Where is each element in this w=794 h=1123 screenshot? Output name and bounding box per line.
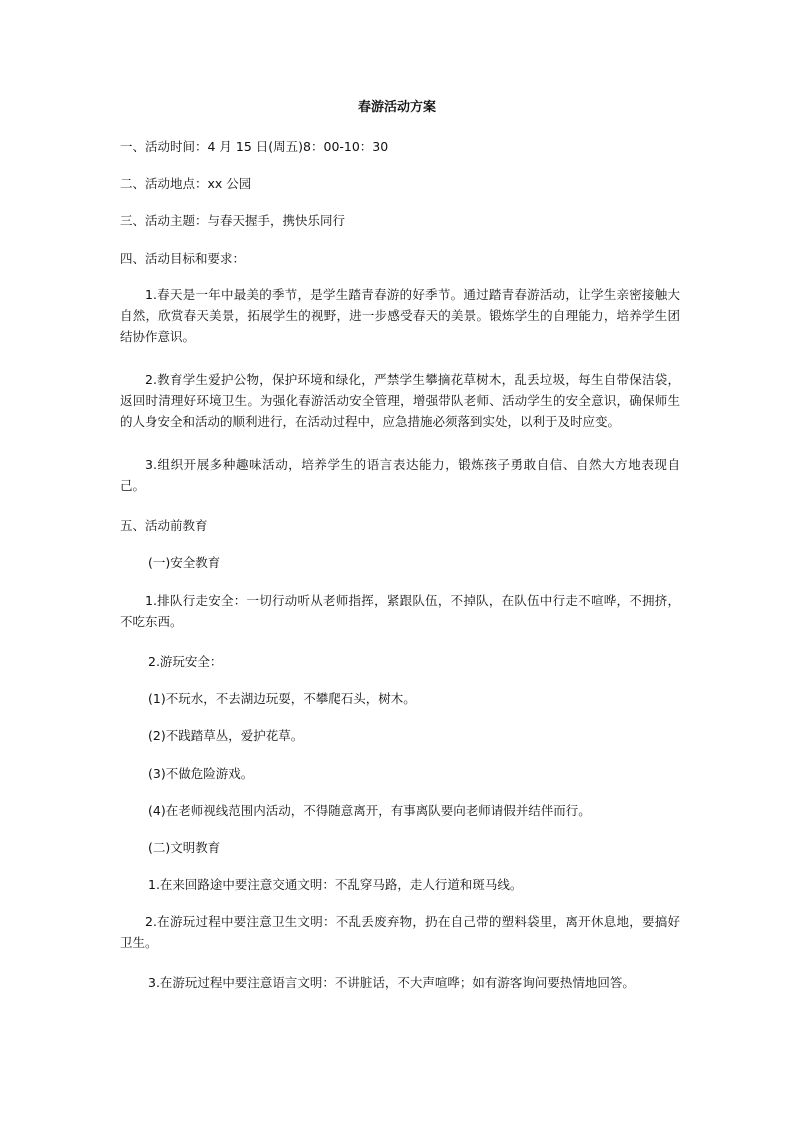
safety-item-2-heading: 2.游玩安全：: [148, 654, 223, 669]
activity-place-line: 二、活动地点：xx 公园: [120, 176, 252, 191]
safety-subitem-4: (4)在老师视线范围内活动，不得随意离开，有事离队要向老师请假并结伴而行。: [148, 803, 591, 818]
safety-subitem-3: (3)不做危险游戏。: [148, 766, 254, 781]
civil-item-1: 1.在来回路途中要注意交通文明：不乱穿马路，走人行道和斑马线。: [148, 877, 523, 892]
document-title: 春游活动方案: [357, 100, 436, 115]
activity-theme-line: 三、活动主题：与春天握手，携快乐同行: [120, 213, 346, 228]
safety-item-1: 1.排队行走安全：一切行动听从老师指挥，紧跟队伍，不掉队，在队伍中行走不喧哗，不拥挤，不吃东西。: [120, 593, 680, 629]
activity-time-line: 一、活动时间：4 月 15 日(周五)8：00-10：30: [120, 139, 389, 154]
pre-education-heading: 五、活动前教育: [120, 518, 208, 533]
goals-heading: 四、活动目标和要求：: [120, 251, 246, 266]
safety-education-heading: (一)安全教育: [148, 555, 221, 570]
civil-education-heading: (二)文明教育: [148, 840, 221, 855]
goal-paragraph-3: 3.组织开展多种趣味活动，培养学生的语言表达能力，锻炼孩子勇敢自信、自然大方地表现自己。: [120, 457, 680, 493]
safety-subitem-1: (1)不玩水，不去湖边玩耍，不攀爬石头，树木。: [148, 691, 416, 706]
civil-item-3: 3.在游玩过程中要注意语言文明：不讲脏话，不大声喧哗；如有游客询问要热情地回答。: [148, 975, 635, 990]
goal-paragraph-1: 1.春天是一年中最美的季节，是学生踏青春游的好季节。通过踏青春游活动，让学生亲密接触大自然，欣赏春天美景，拓展学生的视野，进一步感受春天的美景。锻炼学生的自理能力，培养学生团结协作意识。: [120, 287, 680, 344]
civil-item-2: 2.在游玩过程中要注意卫生文明：不乱丢废弃物，扔在自己带的塑料袋里，离开休息地，要搞好卫生。: [120, 914, 680, 950]
goal-paragraph-2: 2.教育学生爱护公物，保护环境和绿化，严禁学生攀摘花草树木，乱丢垃圾，每生自带保洁袋，返回时清理好环境卫生。为强化春游活动安全管理，增强带队老师、活动学生的安全意识，确保师生的人身安全和活动的顺利进行，在活动过程中，应急措施必须落到实处，以利于及时应变。: [120, 372, 680, 429]
safety-subitem-2: (2)不践踏草丛，爱护花草。: [148, 728, 304, 743]
